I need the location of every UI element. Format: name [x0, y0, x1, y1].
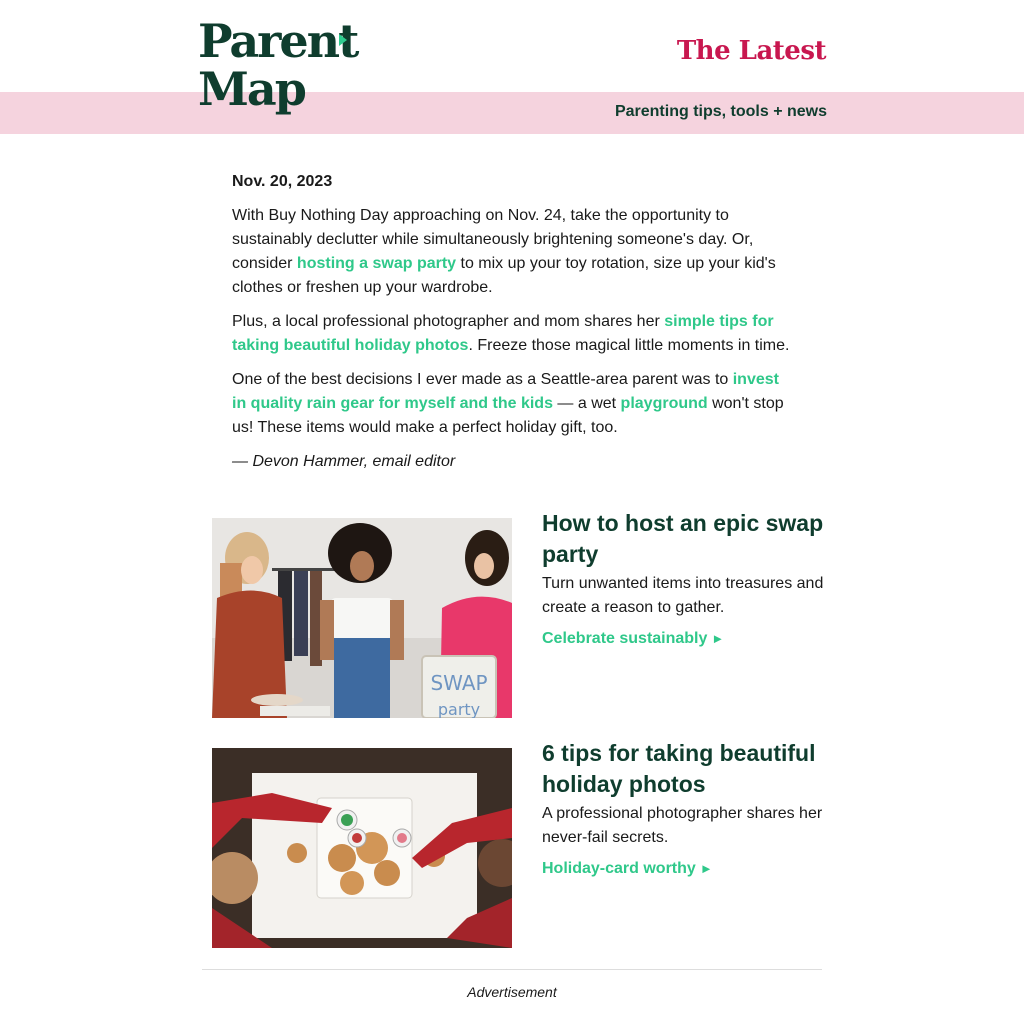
- intro-text: to mix up your toy rotation, size up your kid's clothes or freshen up your wardrobe.: [232, 255, 776, 296]
- holiday-photos-link[interactable]: simple tips for taking beautiful holiday photos: [232, 313, 774, 354]
- article-description: Turn unwanted items into treasures and create a reason to gather.: [542, 575, 824, 616]
- intro-text: — a wet: [552, 395, 621, 412]
- editor-intro: [232, 170, 792, 484]
- section-divider: [202, 969, 822, 970]
- intro-paragraph: [232, 368, 792, 440]
- section-title: The Latest: [676, 36, 826, 66]
- email-header: [0, 0, 1024, 134]
- issue-date: Nov. 20, 2023: [232, 173, 333, 190]
- cta-label: Celebrate sustainably: [542, 630, 708, 647]
- article-title[interactable]: 6 tips for taking beautiful holiday photos: [542, 740, 816, 797]
- swap-party-link[interactable]: hosting a swap party: [296, 255, 457, 272]
- intro-text: One of the best decisions I ever made as a Seattle-area parent was to: [232, 371, 733, 388]
- article-description: A professional photographer shares her never-fail secrets.: [542, 805, 823, 846]
- swap-sign-text: party: [437, 700, 481, 718]
- swap-party-image[interactable]: [212, 518, 512, 718]
- header-band: [0, 92, 1024, 134]
- cta-label: Holiday-card worthy: [542, 860, 696, 877]
- advertisement-label: Advertisement: [467, 984, 557, 1000]
- tagline: Parenting tips, tools + news: [614, 103, 827, 120]
- holiday-photos-image[interactable]: [212, 748, 512, 948]
- article-title[interactable]: How to host an epic swap party: [542, 510, 824, 567]
- rain-gear-link[interactable]: invest in quality rain gear for myself and the kids: [232, 371, 779, 412]
- intro-text: With Buy Nothing Day approaching on Nov. 24, take the opportunity to sustainably declutter while simultaneously brightening someone's day. Or, consider: [232, 207, 754, 272]
- playground-link[interactable]: playground: [620, 395, 708, 412]
- intro-text: won't stop us! These items would make a perfect holiday gift, too.: [232, 395, 784, 436]
- editor-signoff: — Devon Hammer, email editor: [232, 453, 456, 470]
- logo-word-map: Map: [198, 62, 305, 116]
- intro-paragraph: [232, 204, 792, 300]
- holiday-card-worthy-link[interactable]: [542, 860, 713, 878]
- intro-text: . Freeze those magical little moments in time.: [468, 337, 790, 354]
- parentmap-logo[interactable]: [198, 14, 358, 122]
- article-card-swap-party: [212, 510, 824, 718]
- intro-text: Plus, a local professional photographer and mom shares her: [232, 313, 665, 330]
- play-arrow-icon: ►: [711, 631, 725, 646]
- intro-paragraph: [232, 310, 792, 358]
- article-text: [542, 740, 832, 878]
- article-card-holiday-photos: [212, 740, 824, 948]
- swap-sign-text: SWAP: [430, 671, 488, 695]
- logo-word-parent: Parent: [198, 14, 358, 68]
- play-arrow-icon: ►: [699, 861, 713, 876]
- celebrate-sustainably-link[interactable]: [542, 630, 724, 648]
- logo-play-icon: [339, 34, 347, 46]
- article-text: [542, 510, 832, 648]
